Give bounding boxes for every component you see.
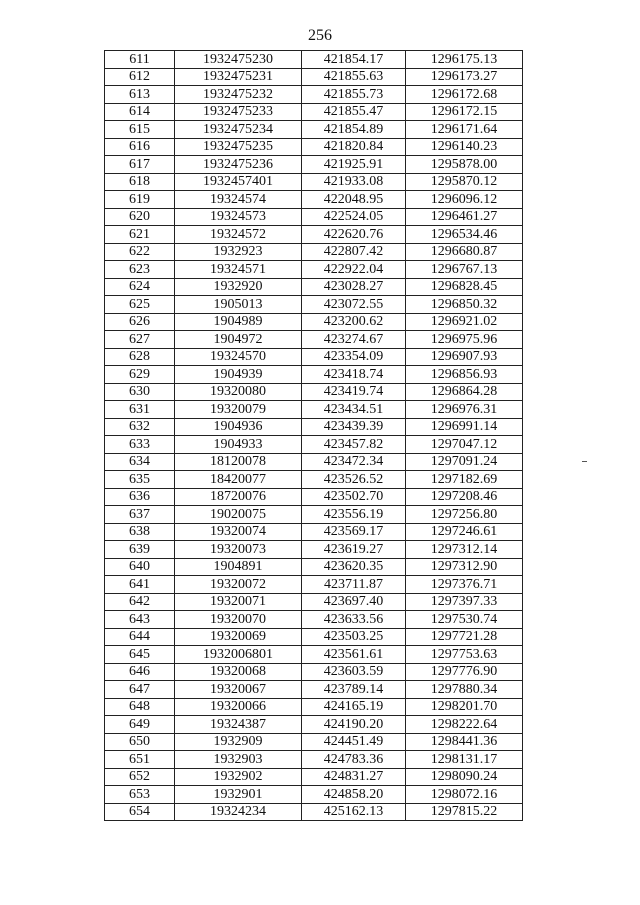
table-row — [105, 471, 523, 489]
table-row — [105, 121, 523, 139]
y-coordinate-cell: 1297312.14 — [406, 541, 523, 559]
table-row — [105, 786, 523, 804]
table-row — [105, 768, 523, 786]
x-coordinate-cell: 423072.55 — [302, 296, 406, 314]
point-id-cell: 18720076 — [175, 488, 302, 506]
point-number-cell: 653 — [105, 786, 175, 804]
point-number-cell: 623 — [105, 261, 175, 279]
point-id-cell: 19320080 — [175, 383, 302, 401]
y-coordinate-cell: 1296975.96 — [406, 331, 523, 349]
point-id-cell: 19324574 — [175, 191, 302, 209]
point-id-cell: 18120078 — [175, 453, 302, 471]
x-coordinate-cell: 423619.27 — [302, 541, 406, 559]
y-coordinate-cell: 1297721.28 — [406, 628, 523, 646]
y-coordinate-cell: 1297776.90 — [406, 663, 523, 681]
point-number-cell: 650 — [105, 733, 175, 751]
point-id-cell: 1932475233 — [175, 103, 302, 121]
point-number-cell: 626 — [105, 313, 175, 331]
x-coordinate-cell: 423200.62 — [302, 313, 406, 331]
x-coordinate-cell: 425162.13 — [302, 803, 406, 821]
table-row — [105, 541, 523, 559]
x-coordinate-cell: 423561.61 — [302, 646, 406, 664]
point-number-cell: 615 — [105, 121, 175, 139]
y-coordinate-cell: 1298131.17 — [406, 751, 523, 769]
point-id-cell: 19324234 — [175, 803, 302, 821]
table-row — [105, 138, 523, 156]
table-row — [105, 681, 523, 699]
x-coordinate-cell: 423457.82 — [302, 436, 406, 454]
y-coordinate-cell: 1298441.36 — [406, 733, 523, 751]
y-coordinate-cell: 1296534.46 — [406, 226, 523, 244]
point-number-cell: 613 — [105, 86, 175, 104]
x-coordinate-cell: 423603.59 — [302, 663, 406, 681]
point-number-cell: 639 — [105, 541, 175, 559]
table-row — [105, 716, 523, 734]
point-id-cell: 19320071 — [175, 593, 302, 611]
coordinates-table — [104, 50, 523, 821]
table-row — [105, 523, 523, 541]
point-number-cell: 628 — [105, 348, 175, 366]
x-coordinate-cell: 422048.95 — [302, 191, 406, 209]
point-number-cell: 624 — [105, 278, 175, 296]
scan-mark — [582, 461, 587, 462]
page-number: 256 — [308, 27, 332, 44]
point-number-cell: 647 — [105, 681, 175, 699]
y-coordinate-cell: 1296461.27 — [406, 208, 523, 226]
x-coordinate-cell: 421855.47 — [302, 103, 406, 121]
y-coordinate-cell: 1296828.45 — [406, 278, 523, 296]
x-coordinate-cell: 423633.56 — [302, 611, 406, 629]
x-coordinate-cell: 423354.09 — [302, 348, 406, 366]
point-number-cell: 631 — [105, 401, 175, 419]
point-number-cell: 622 — [105, 243, 175, 261]
point-number-cell: 648 — [105, 698, 175, 716]
y-coordinate-cell: 1297397.33 — [406, 593, 523, 611]
x-coordinate-cell: 423472.34 — [302, 453, 406, 471]
y-coordinate-cell: 1295878.00 — [406, 156, 523, 174]
point-id-cell: 19320070 — [175, 611, 302, 629]
x-coordinate-cell: 424451.49 — [302, 733, 406, 751]
x-coordinate-cell: 421925.91 — [302, 156, 406, 174]
point-number-cell: 633 — [105, 436, 175, 454]
y-coordinate-cell: 1297376.71 — [406, 576, 523, 594]
point-number-cell: 641 — [105, 576, 175, 594]
point-id-cell: 19320074 — [175, 523, 302, 541]
x-coordinate-cell: 423569.17 — [302, 523, 406, 541]
table-row — [105, 86, 523, 104]
y-coordinate-cell: 1296172.15 — [406, 103, 523, 121]
point-number-cell: 616 — [105, 138, 175, 156]
point-id-cell: 1932920 — [175, 278, 302, 296]
point-id-cell: 1932475235 — [175, 138, 302, 156]
y-coordinate-cell: 1296171.64 — [406, 121, 523, 139]
x-coordinate-cell: 422922.04 — [302, 261, 406, 279]
x-coordinate-cell: 423502.70 — [302, 488, 406, 506]
table-row — [105, 261, 523, 279]
point-id-cell: 1904972 — [175, 331, 302, 349]
x-coordinate-cell: 422807.42 — [302, 243, 406, 261]
x-coordinate-cell: 421855.63 — [302, 68, 406, 86]
point-id-cell: 19320068 — [175, 663, 302, 681]
table-row — [105, 488, 523, 506]
y-coordinate-cell: 1296172.68 — [406, 86, 523, 104]
y-coordinate-cell: 1298201.70 — [406, 698, 523, 716]
x-coordinate-cell: 423434.51 — [302, 401, 406, 419]
table-row — [105, 453, 523, 471]
table-row — [105, 506, 523, 524]
table-row — [105, 611, 523, 629]
point-number-cell: 627 — [105, 331, 175, 349]
point-id-cell: 1932457401 — [175, 173, 302, 191]
table-row — [105, 51, 523, 69]
x-coordinate-cell: 423789.14 — [302, 681, 406, 699]
point-id-cell: 18420077 — [175, 471, 302, 489]
table-row — [105, 663, 523, 681]
point-number-cell: 618 — [105, 173, 175, 191]
point-number-cell: 617 — [105, 156, 175, 174]
x-coordinate-cell: 424165.19 — [302, 698, 406, 716]
table-row — [105, 751, 523, 769]
table-row — [105, 191, 523, 209]
point-id-cell: 19320067 — [175, 681, 302, 699]
y-coordinate-cell: 1297047.12 — [406, 436, 523, 454]
point-id-cell: 19324387 — [175, 716, 302, 734]
y-coordinate-cell: 1296921.02 — [406, 313, 523, 331]
point-id-cell: 1932475231 — [175, 68, 302, 86]
point-number-cell: 644 — [105, 628, 175, 646]
point-id-cell: 1932923 — [175, 243, 302, 261]
point-number-cell: 652 — [105, 768, 175, 786]
y-coordinate-cell: 1295870.12 — [406, 173, 523, 191]
point-number-cell: 643 — [105, 611, 175, 629]
x-coordinate-cell: 423503.25 — [302, 628, 406, 646]
y-coordinate-cell: 1297530.74 — [406, 611, 523, 629]
y-coordinate-cell: 1297091.24 — [406, 453, 523, 471]
point-number-cell: 642 — [105, 593, 175, 611]
point-number-cell: 638 — [105, 523, 175, 541]
point-number-cell: 637 — [105, 506, 175, 524]
table-row — [105, 296, 523, 314]
point-id-cell: 1932475230 — [175, 51, 302, 69]
point-number-cell: 614 — [105, 103, 175, 121]
y-coordinate-cell: 1296173.27 — [406, 68, 523, 86]
y-coordinate-cell: 1296856.93 — [406, 366, 523, 384]
y-coordinate-cell: 1296175.13 — [406, 51, 523, 69]
table-row — [105, 628, 523, 646]
y-coordinate-cell: 1296864.28 — [406, 383, 523, 401]
point-id-cell: 19324571 — [175, 261, 302, 279]
x-coordinate-cell: 423439.39 — [302, 418, 406, 436]
point-id-cell: 19324570 — [175, 348, 302, 366]
point-id-cell: 1904989 — [175, 313, 302, 331]
point-id-cell: 19320072 — [175, 576, 302, 594]
table-row — [105, 733, 523, 751]
point-number-cell: 634 — [105, 453, 175, 471]
point-number-cell: 636 — [105, 488, 175, 506]
point-id-cell: 19320073 — [175, 541, 302, 559]
point-id-cell: 1932475232 — [175, 86, 302, 104]
point-id-cell: 19320066 — [175, 698, 302, 716]
x-coordinate-cell: 423274.67 — [302, 331, 406, 349]
y-coordinate-cell: 1298090.24 — [406, 768, 523, 786]
point-id-cell: 1932475234 — [175, 121, 302, 139]
point-id-cell: 19324573 — [175, 208, 302, 226]
table-row — [105, 436, 523, 454]
y-coordinate-cell: 1297182.69 — [406, 471, 523, 489]
table-row — [105, 68, 523, 86]
point-id-cell: 1904933 — [175, 436, 302, 454]
point-id-cell: 19320079 — [175, 401, 302, 419]
table-row — [105, 803, 523, 821]
table-row — [105, 401, 523, 419]
point-id-cell: 1932902 — [175, 768, 302, 786]
x-coordinate-cell: 421933.08 — [302, 173, 406, 191]
y-coordinate-cell: 1296907.93 — [406, 348, 523, 366]
x-coordinate-cell: 424783.36 — [302, 751, 406, 769]
point-number-cell: 651 — [105, 751, 175, 769]
table-row — [105, 383, 523, 401]
table-row — [105, 348, 523, 366]
x-coordinate-cell: 421855.73 — [302, 86, 406, 104]
y-coordinate-cell: 1296991.14 — [406, 418, 523, 436]
table-row — [105, 156, 523, 174]
point-id-cell: 1932006801 — [175, 646, 302, 664]
table-row — [105, 593, 523, 611]
point-number-cell: 625 — [105, 296, 175, 314]
y-coordinate-cell: 1297815.22 — [406, 803, 523, 821]
table-row — [105, 331, 523, 349]
point-number-cell: 611 — [105, 51, 175, 69]
table-body — [105, 51, 523, 821]
point-number-cell: 632 — [105, 418, 175, 436]
y-coordinate-cell: 1297208.46 — [406, 488, 523, 506]
point-number-cell: 640 — [105, 558, 175, 576]
point-id-cell: 1904936 — [175, 418, 302, 436]
point-id-cell: 1904939 — [175, 366, 302, 384]
point-number-cell: 630 — [105, 383, 175, 401]
table-row — [105, 418, 523, 436]
table-row — [105, 208, 523, 226]
y-coordinate-cell: 1298072.16 — [406, 786, 523, 804]
point-id-cell: 1904891 — [175, 558, 302, 576]
table-row — [105, 698, 523, 716]
point-number-cell: 645 — [105, 646, 175, 664]
y-coordinate-cell: 1297753.63 — [406, 646, 523, 664]
x-coordinate-cell: 424831.27 — [302, 768, 406, 786]
point-id-cell: 1932901 — [175, 786, 302, 804]
x-coordinate-cell: 423419.74 — [302, 383, 406, 401]
table-row — [105, 103, 523, 121]
y-coordinate-cell: 1297256.80 — [406, 506, 523, 524]
point-id-cell: 1932903 — [175, 751, 302, 769]
point-number-cell: 646 — [105, 663, 175, 681]
table-row — [105, 278, 523, 296]
point-id-cell: 1932909 — [175, 733, 302, 751]
table-row — [105, 226, 523, 244]
y-coordinate-cell: 1297880.34 — [406, 681, 523, 699]
y-coordinate-cell: 1296680.87 — [406, 243, 523, 261]
point-number-cell: 649 — [105, 716, 175, 734]
point-number-cell: 621 — [105, 226, 175, 244]
x-coordinate-cell: 422620.76 — [302, 226, 406, 244]
x-coordinate-cell: 423620.35 — [302, 558, 406, 576]
y-coordinate-cell: 1297312.90 — [406, 558, 523, 576]
point-number-cell: 619 — [105, 191, 175, 209]
table-row — [105, 243, 523, 261]
point-id-cell: 1932475236 — [175, 156, 302, 174]
x-coordinate-cell: 421854.89 — [302, 121, 406, 139]
x-coordinate-cell: 423418.74 — [302, 366, 406, 384]
point-number-cell: 635 — [105, 471, 175, 489]
x-coordinate-cell: 423526.52 — [302, 471, 406, 489]
point-id-cell: 1905013 — [175, 296, 302, 314]
y-coordinate-cell: 1298222.64 — [406, 716, 523, 734]
y-coordinate-cell: 1296850.32 — [406, 296, 523, 314]
y-coordinate-cell: 1296096.12 — [406, 191, 523, 209]
x-coordinate-cell: 421854.17 — [302, 51, 406, 69]
x-coordinate-cell: 423697.40 — [302, 593, 406, 611]
x-coordinate-cell: 421820.84 — [302, 138, 406, 156]
point-id-cell: 19320069 — [175, 628, 302, 646]
x-coordinate-cell: 424190.20 — [302, 716, 406, 734]
table-row — [105, 313, 523, 331]
point-id-cell: 19020075 — [175, 506, 302, 524]
x-coordinate-cell: 423711.87 — [302, 576, 406, 594]
x-coordinate-cell: 424858.20 — [302, 786, 406, 804]
table-row — [105, 366, 523, 384]
point-number-cell: 620 — [105, 208, 175, 226]
table-row — [105, 558, 523, 576]
x-coordinate-cell: 423028.27 — [302, 278, 406, 296]
point-number-cell: 654 — [105, 803, 175, 821]
table-row — [105, 576, 523, 594]
y-coordinate-cell: 1296767.13 — [406, 261, 523, 279]
y-coordinate-cell: 1296976.31 — [406, 401, 523, 419]
x-coordinate-cell: 423556.19 — [302, 506, 406, 524]
table-row — [105, 173, 523, 191]
point-number-cell: 629 — [105, 366, 175, 384]
point-id-cell: 19324572 — [175, 226, 302, 244]
x-coordinate-cell: 422524.05 — [302, 208, 406, 226]
y-coordinate-cell: 1297246.61 — [406, 523, 523, 541]
y-coordinate-cell: 1296140.23 — [406, 138, 523, 156]
point-number-cell: 612 — [105, 68, 175, 86]
table-row — [105, 646, 523, 664]
